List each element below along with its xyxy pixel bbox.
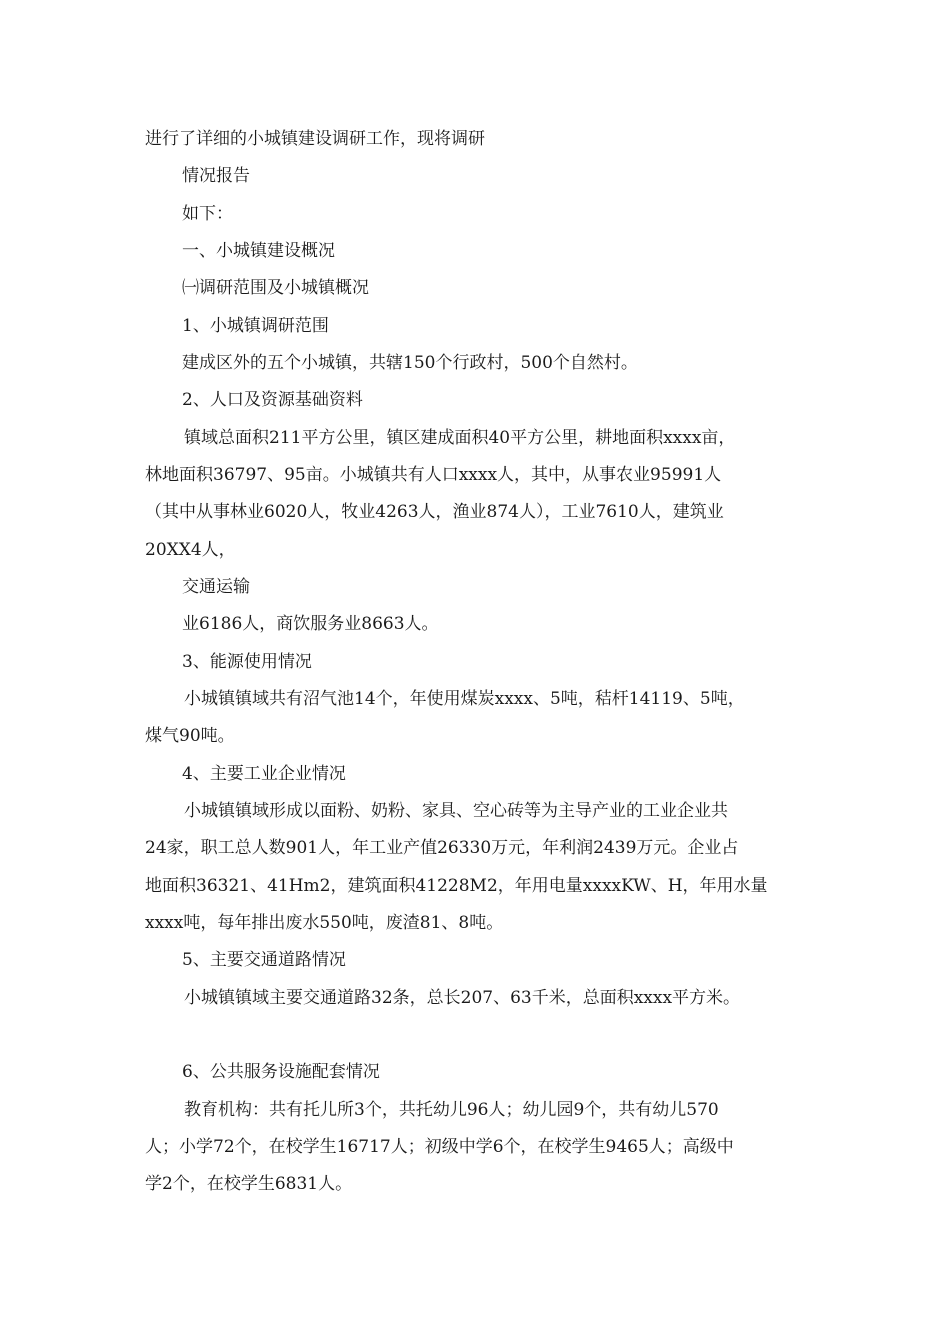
- text-line: 地面积36321、41Hm2，建筑面积41228M2，年用电量xxxxKW、H，年用水量: [145, 876, 768, 896]
- text-line: 20XX4人，: [145, 540, 236, 560]
- item-heading: 6、公共服务设施配套情况: [182, 1062, 380, 1082]
- text-line: 镇域总面积211平方公里，镇区建成面积40平方公里，耕地面积xxxx亩，: [184, 428, 736, 448]
- text-line: 小城镇镇域形成以面粉、奶粉、家具、空心砖等为主导产业的工业企业共: [184, 801, 728, 821]
- text-line: 进行了详细的小城镇建设调研工作，现将调研: [145, 129, 485, 149]
- text-line: 交通运输: [182, 577, 250, 597]
- text-line: 人；小学72个，在校学生16717人；初级中学6个，在校学生9465人；高级中: [145, 1137, 734, 1157]
- text-line: 学2个，在校学生6831人。: [145, 1174, 353, 1194]
- text-line: 煤气90吨。: [145, 726, 235, 746]
- text-line: 林地面积36797、95亩。小城镇共有人口xxxx人，其中，从事农业95991人: [145, 465, 722, 485]
- text-line: 24家，职工总人数901人，年工业产值26330万元，年利润2439万元。企业占: [145, 838, 739, 858]
- subsection-heading: ㈠调研范围及小城镇概况: [182, 278, 369, 298]
- text-line: 业6186人，商饮服务业8663人。: [182, 614, 439, 634]
- text-line: 教育机构：共有托儿所3个，共托幼儿96人；幼儿园9个，共有幼儿570: [184, 1100, 719, 1120]
- text-line: 小城镇镇域主要交通道路32条，总长207、63千米，总面积xxxx平方米。: [184, 988, 741, 1008]
- section-heading: 一、小城镇建设概况: [182, 241, 335, 261]
- item-heading: 5、主要交通道路情况: [182, 950, 346, 970]
- item-heading: 3、能源使用情况: [182, 652, 312, 672]
- item-heading: 4、主要工业企业情况: [182, 764, 346, 784]
- item-heading: 1、小城镇调研范围: [182, 316, 329, 336]
- text-line: 小城镇镇域共有沼气池14个，年使用煤炭xxxx、5吨，秸杆14119、5吨，: [184, 689, 745, 709]
- text-line: 建成区外的五个小城镇，共辖150个行政村，500个自然村。: [182, 353, 638, 373]
- text-line: 情况报告: [182, 166, 250, 186]
- item-heading: 2、人口及资源基础资料: [182, 390, 363, 410]
- text-line: （其中从事林业6020人，牧业4263人，渔业874人），工业7610人，建筑业: [145, 502, 724, 522]
- text-line: xxxx吨，每年排出废水550吨，废渣81、8吨。: [145, 913, 504, 933]
- text-line: 如下：: [182, 204, 233, 224]
